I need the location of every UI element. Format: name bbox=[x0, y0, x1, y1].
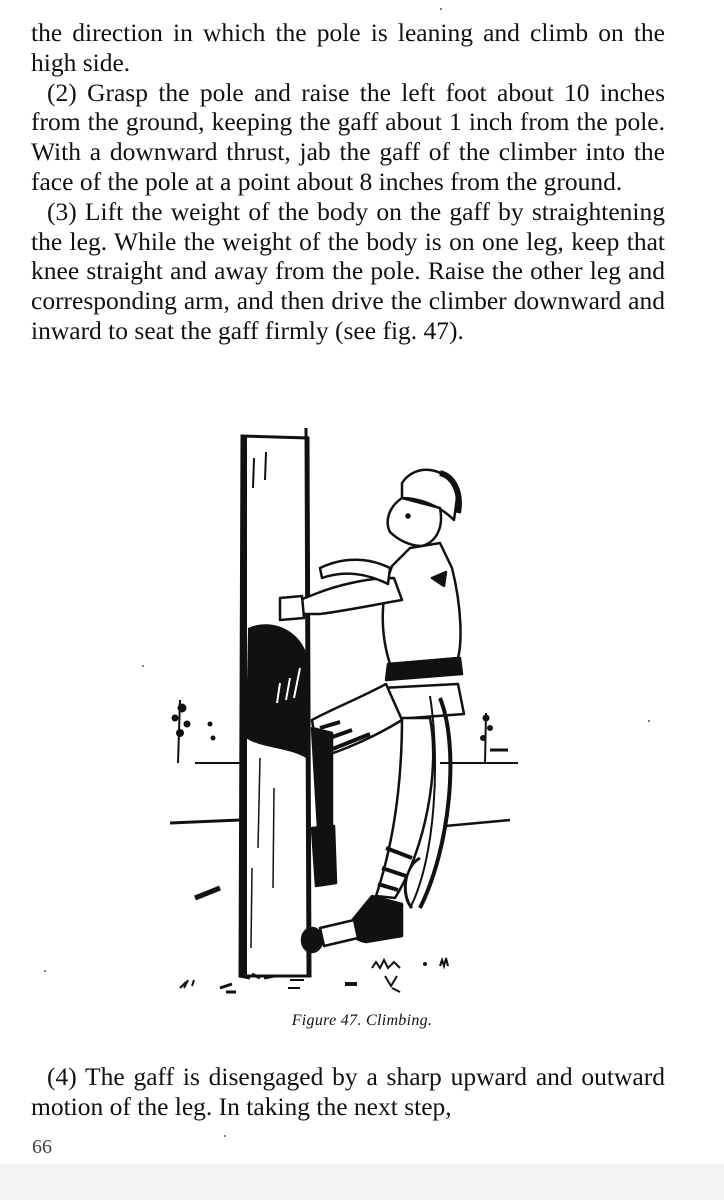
ground-grass-marks bbox=[180, 958, 448, 992]
body-text-bottom bbox=[31, 1062, 665, 1122]
distant-tree-right bbox=[481, 713, 509, 763]
page-number: 66 bbox=[32, 1136, 52, 1158]
scan-speck bbox=[440, 8, 442, 10]
scan-speck bbox=[224, 1135, 226, 1137]
paragraph-step-2: (2) Grasp the pole and raise the left foot about 10 inches from the ground, keeping the gaff about 1 inch from the pole. With a downward thrust, jab the gaff of the climber into the face of the pole at a point about 8 inches from the ground. bbox=[31, 77, 665, 196]
paragraph-step-3: (3) Lift the weight of the body on the gaff by straightening the leg. While the weight of the body is on one leg, keep that knee straight and away from the pole. Raise the other leg and corresponding arm, and then drive the climber downward and inward to seat the gaff firmly (see fig. 47). bbox=[31, 196, 665, 345]
scan-speck bbox=[142, 665, 144, 667]
utility-pole bbox=[240, 428, 310, 976]
paragraph-continuation: the direction in which the pole is leaning and climb on the high side. bbox=[31, 18, 665, 77]
figure-caption: Figure 47. Climbing. bbox=[291, 1012, 433, 1029]
figure-climbing-illustration bbox=[140, 428, 540, 1008]
page-bottom-edge bbox=[0, 1164, 724, 1200]
lineman-climbing-pole-drawing bbox=[140, 428, 540, 1008]
scan-speck bbox=[648, 720, 650, 722]
paragraph-step-4: (4) The gaff is disengaged by a sharp upward and outward motion of the leg. In taking the next step, bbox=[31, 1062, 665, 1121]
body-text-top bbox=[31, 18, 665, 346]
distant-tree-left bbox=[172, 700, 215, 763]
scan-speck bbox=[44, 970, 46, 972]
